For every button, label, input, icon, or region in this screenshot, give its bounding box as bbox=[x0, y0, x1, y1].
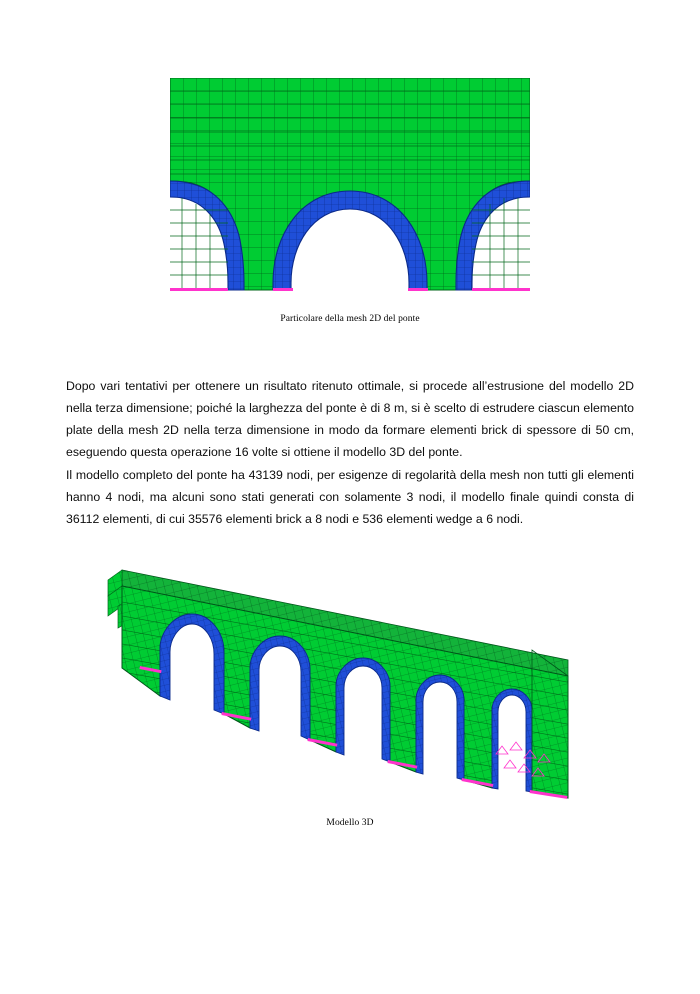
paragraph-2: Il modello completo del ponte ha 43139 nodi, per esigenze di regolarità della mesh non tutti gli elementi hanno 4 nodi, ma alcuni sono stati generati con solamente 3 nodi, il modello finale quindi consta di 36112 elementi, di cui 35576 elementi brick a 8 nodi e 536 elementi wedge a 6 nodi. bbox=[66, 468, 634, 527]
paragraph-1: Dopo vari tentativi per ottenere un risultato ritenuto ottimale, si procede all’estrusione del modello 2D nella terza dimensione; poiché la larghezza del ponte è di 8 m, si è scelto di estrudere ciascun elemento plate della mesh 2D nella terza dimensione in modo da formare elementi brick di spessore di 50 cm, eseguendo questa operazione 16 volte si ottiene il modello 3D del ponte. bbox=[66, 379, 634, 460]
figure-2-caption: Modello 3D bbox=[326, 818, 374, 828]
support-markers bbox=[170, 288, 530, 291]
2d-mesh-image bbox=[170, 78, 530, 303]
2d-mesh-figure bbox=[0, 78, 700, 313]
figure-1-caption: Particolare della mesh 2D del ponte bbox=[280, 314, 420, 324]
3d-model-figure bbox=[0, 528, 700, 813]
3d-model-image bbox=[100, 528, 600, 808]
